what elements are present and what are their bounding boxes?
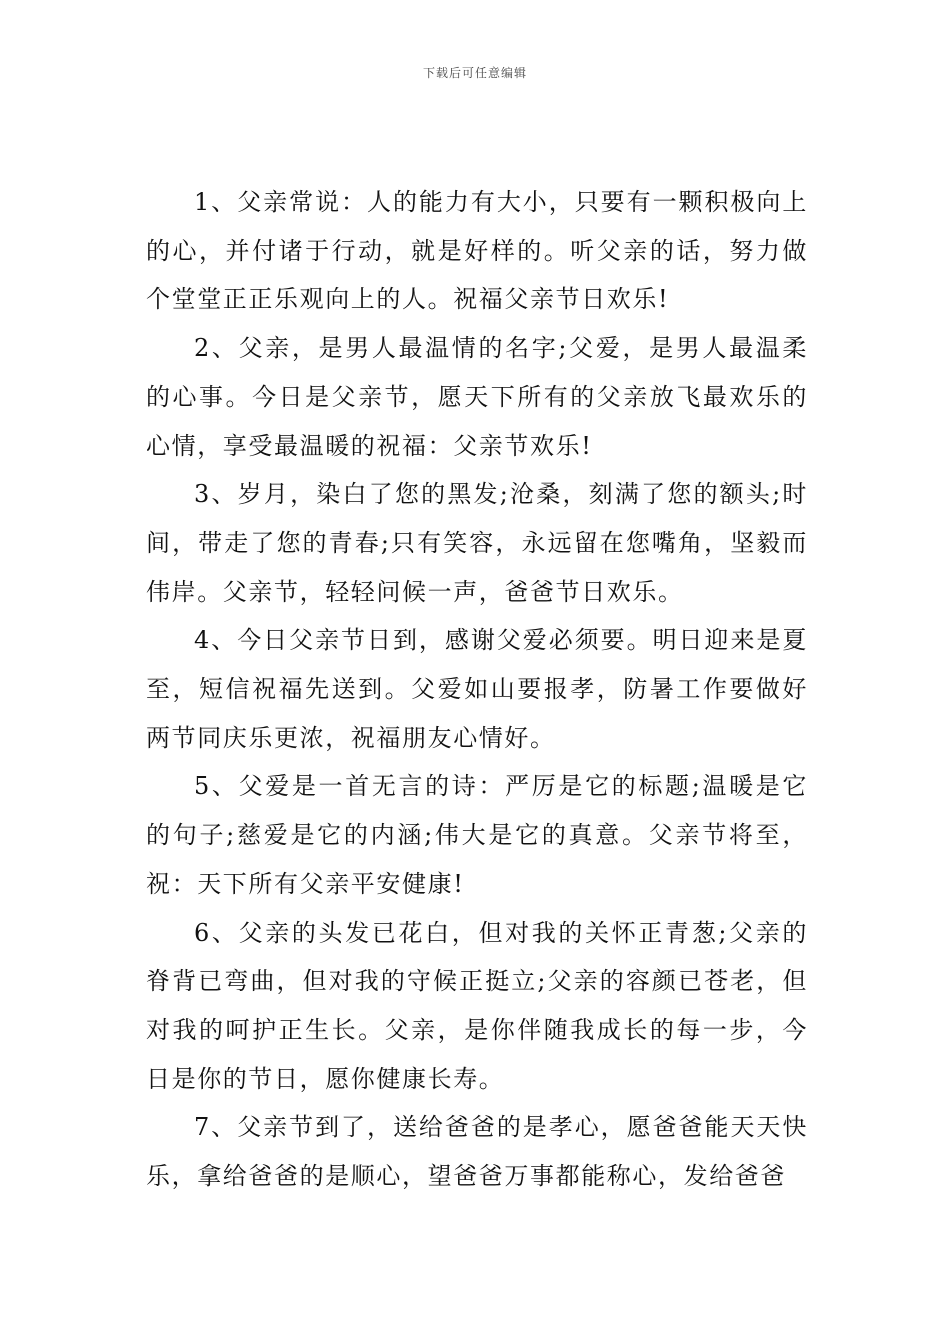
paragraph-7: 7、父亲节到了，送给爸爸的是孝心，愿爸爸能天天快乐，拿给爸爸的是顺心，望爸爸万事都能称心，发给爸爸 bbox=[146, 1113, 808, 1191]
paragraph-5: 5、父爱是一首无言的诗：严厉是它的标题;温暖是它的句子;慈爱是它的内涵;伟大是它的真意。父亲节将至，祝：天下所有父亲平安健康! bbox=[146, 772, 808, 898]
paragraph-1: 1、父亲常说：人的能力有大小，只要有一颗积极向上的心，并付诸于行动，就是好样的。听父亲的话，努力做个堂堂正正乐观向上的人。祝福父亲节日欢乐! bbox=[146, 188, 808, 314]
paragraph-6: 6、父亲的头发已花白，但对我的关怀正青葱;父亲的脊背已弯曲，但对我的守候正挺立;父亲的容颜已苍老，但对我的呵护正生长。父亲，是你伴随我成长的每一步，今日是你的节日，愿你健康长寿。 bbox=[146, 918, 808, 1093]
paragraph-3: 3、岁月，染白了您的黑发;沧桑，刻满了您的额头;时间，带走了您的青春;只有笑容，永远留在您嘴角，坚毅而伟岸。父亲节，轻轻问候一声，爸爸节日欢乐。 bbox=[146, 480, 808, 606]
paragraph-2: 2、父亲，是男人最温情的名字;父爱，是男人最温柔的心事。今日是父亲节，愿天下所有的父亲放飞最欢乐的心情，享受最温暖的祝福：父亲节欢乐! bbox=[146, 334, 808, 460]
page-header-note: 下载后可任意编辑 bbox=[422, 66, 527, 80]
document-body bbox=[146, 178, 808, 1201]
paragraph-4: 4、今日父亲节日到，感谢父爱必须要。明日迎来是夏至，短信祝福先送到。父爱如山要报孝，防暑工作要做好两节同庆乐更浓，祝福朋友心情好。 bbox=[146, 626, 808, 752]
